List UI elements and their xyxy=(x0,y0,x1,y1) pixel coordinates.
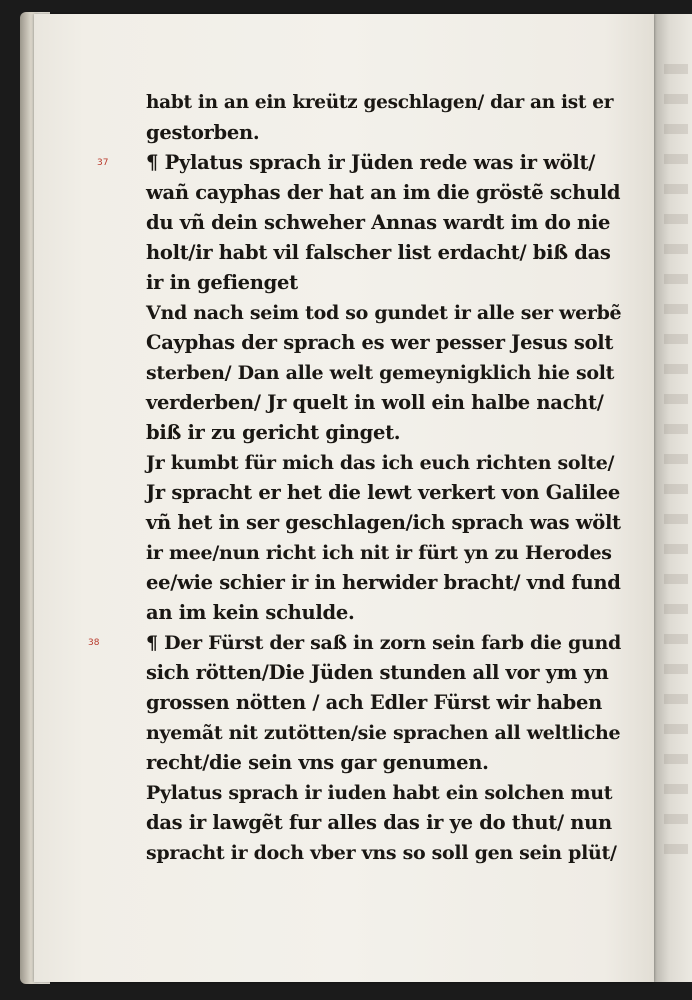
text-line: recht/die sein vns gar genumen. xyxy=(146,751,489,774)
text-line: nyemãt nit zutötten/sie sprachen all weltliche xyxy=(146,722,621,744)
text-line: ¶ Der Fürst der saß in zorn sein farb die gund xyxy=(146,632,621,654)
text-line: gestorben. xyxy=(146,121,260,144)
text-line: biß ir zu gericht ginget. xyxy=(146,421,401,444)
marginal-number-37: 37 xyxy=(97,158,109,168)
text-line: das ir lawgẽt fur alles das ir ye do thut/ nun xyxy=(146,811,612,834)
text-line: sterben/ Dan alle welt gemeynigklich hie solt xyxy=(146,362,615,384)
show-through-text xyxy=(664,64,688,864)
text-line: Cayphas der sprach es wer pesser Jesus solt xyxy=(146,331,614,354)
text-line: Jr spracht er het die lewt verkert von Galilee xyxy=(146,481,620,504)
text-line: grossen nötten / ach Edler Fürst wir haben xyxy=(146,691,602,714)
marginal-number-38: 38 xyxy=(88,638,100,648)
facing-page-edge xyxy=(654,14,692,982)
text-line: verderben/ Jr quelt in woll ein halbe nacht/ xyxy=(146,391,604,414)
text-line: ee/wie schier ir in herwider bracht/ vnd fund xyxy=(146,571,621,594)
text-line: spracht ir doch vber vns so soll gen sein plüt/ xyxy=(146,842,617,864)
text-line: Pylatus sprach ir iuden habt ein solchen mut xyxy=(146,782,613,804)
text-line: habt in an ein kreütz geschlagen/ dar an ist er xyxy=(146,92,614,113)
text-line: Jr kumbt für mich das ich euch richten solte/ xyxy=(146,452,615,474)
text-line: an im kein schulde. xyxy=(146,601,355,624)
text-line: sich rötten/Die Jüden stunden all vor ym yn xyxy=(146,661,609,684)
text-line: du vñ dein schweher Annas wardt im do nie xyxy=(146,211,611,234)
text-line: ir mee/nun richt ich nit ir fürt yn zu Herodes xyxy=(146,542,612,564)
text-line: holt/ir habt vil falscher list erdacht/ biß das xyxy=(146,241,611,264)
text-line: vñ het in ser geschlagen/ich sprach was wölt xyxy=(146,511,621,534)
text-line: wañ cayphas der hat an im die gröstẽ schuld xyxy=(146,181,621,204)
text-block xyxy=(146,88,622,868)
text-line: ir in gefienget xyxy=(146,271,298,294)
text-line: ¶ Pylatus sprach ir Jüden rede was ir wölt/ xyxy=(146,151,596,174)
text-line: Vnd nach seim tod so gundet ir alle ser werbẽ xyxy=(146,302,622,324)
